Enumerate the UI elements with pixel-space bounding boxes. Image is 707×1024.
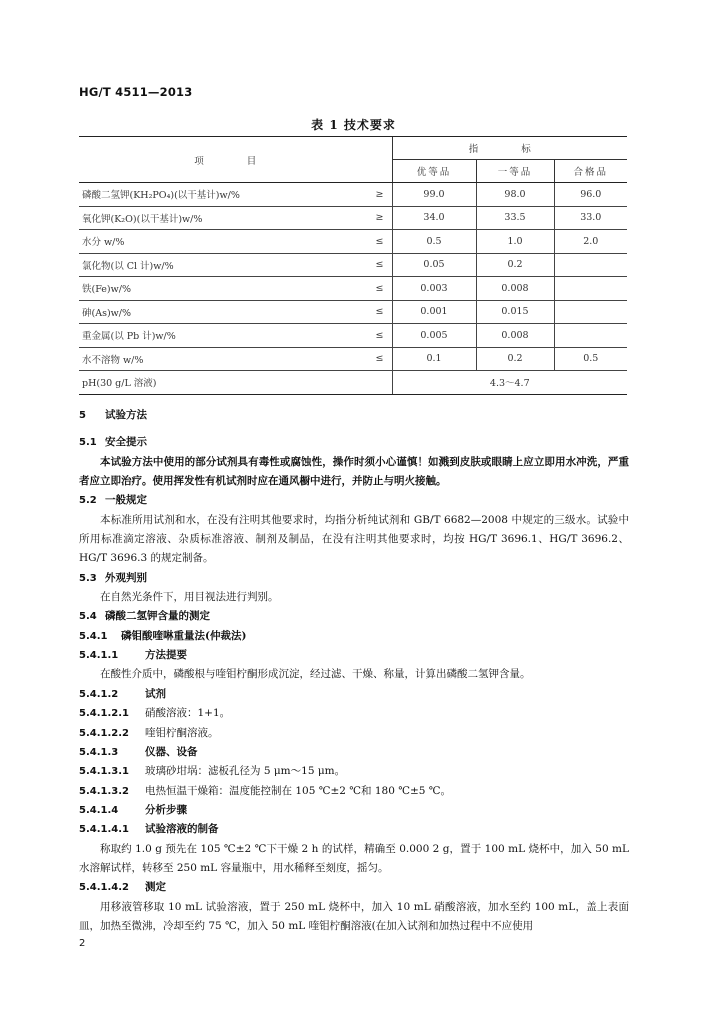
cell-value: 2.0 bbox=[554, 230, 627, 254]
section-heading bbox=[79, 878, 629, 897]
cell-value bbox=[554, 300, 627, 324]
section-heading bbox=[79, 743, 629, 762]
cell-value: 4.3～4.7 bbox=[392, 371, 627, 395]
table-row bbox=[79, 277, 627, 301]
section-number: 5.1 bbox=[79, 437, 97, 449]
item-text: 硝酸溶液：1+1。 bbox=[145, 707, 231, 720]
section-number: 5.4 bbox=[79, 611, 97, 623]
section-number: 5.4.1.2 bbox=[79, 688, 119, 700]
cell-value bbox=[554, 253, 627, 277]
section-number: 5.3 bbox=[79, 572, 97, 584]
table-row bbox=[79, 371, 627, 395]
section-number: 5.4.1.2.2 bbox=[79, 727, 129, 739]
section-title: 一般规定 bbox=[105, 494, 147, 507]
grade-header: 合格品 bbox=[554, 160, 627, 183]
section-heading bbox=[79, 685, 629, 704]
cell-value: 0.008 bbox=[476, 324, 554, 348]
row-operator: ≥ bbox=[365, 206, 392, 230]
section-title: 试验方法 bbox=[105, 409, 147, 421]
table-row bbox=[79, 183, 627, 207]
section-number: 5.4.1.3.2 bbox=[79, 785, 129, 797]
section-number: 5.4.1.1 bbox=[79, 650, 119, 662]
section-number: 5.4.1.2.1 bbox=[79, 708, 129, 720]
cell-value: 33.0 bbox=[554, 206, 627, 230]
section-heading bbox=[79, 569, 629, 588]
section-title: 测定 bbox=[145, 881, 166, 894]
cell-value: 0.008 bbox=[476, 277, 554, 301]
cell-value: 0.001 bbox=[392, 300, 476, 324]
section-heading bbox=[79, 820, 629, 839]
paragraph: 在酸性介质中，磷酸根与喹钼柠酮形成沉淀，经过滤、干燥、称量，计算出磷酸二氢钾含量。 bbox=[100, 668, 531, 681]
table-row bbox=[79, 324, 627, 348]
section-title: 安全提示 bbox=[105, 436, 147, 449]
cell-value: 0.05 bbox=[392, 253, 476, 277]
section-heading bbox=[79, 627, 629, 646]
row-name: 水不溶物 w/% bbox=[79, 347, 365, 371]
row-operator: ≤ bbox=[365, 277, 392, 301]
row-operator: ≤ bbox=[365, 347, 392, 371]
page-number: 2 bbox=[79, 938, 86, 949]
row-name: 磷酸二氢钾(KH₂PO₄)(以干基计)w/% bbox=[79, 183, 365, 207]
row-name: 水分 w/% bbox=[79, 230, 365, 254]
table-row bbox=[79, 300, 627, 324]
row-operator: ≤ bbox=[365, 324, 392, 348]
item-text: 电热恒温干燥箱：温度能控制在 105 ℃±2 ℃和 180 ℃±5 ℃。 bbox=[145, 784, 452, 797]
cell-value: 34.0 bbox=[392, 206, 476, 230]
column-header-item: 项 目 bbox=[79, 137, 392, 183]
row-operator: ≤ bbox=[365, 230, 392, 254]
section-number: 5.4.1.4.2 bbox=[79, 882, 129, 894]
cell-value: 0.5 bbox=[392, 230, 476, 254]
row-name: pH(30 g/L 溶液) bbox=[79, 371, 392, 395]
row-name: 铁(Fe)w/% bbox=[79, 277, 365, 301]
section-number: 5 bbox=[79, 410, 86, 421]
item-text: 玻璃砂坩埚：滤板孔径为 5 μm～15 μm。 bbox=[145, 765, 346, 778]
cell-value: 33.5 bbox=[476, 206, 554, 230]
section-number: 5.4.1.4 bbox=[79, 804, 119, 816]
table-row bbox=[79, 206, 627, 230]
row-operator: ≤ bbox=[365, 300, 392, 324]
table-row bbox=[79, 347, 627, 371]
cell-value: 0.015 bbox=[476, 300, 554, 324]
cell-value bbox=[554, 324, 627, 348]
section-title: 外观判别 bbox=[105, 571, 147, 584]
section-title: 分析步骤 bbox=[145, 803, 187, 816]
cell-value: 96.0 bbox=[554, 183, 627, 207]
paragraph: 本标准所用试剂和水，在没有注明其他要求时，均指分析纯试剂和 GB/T 6682—2008 中规定的三级水。试验中所用标准滴定溶液、杂质标准溶液、制剂及制品，在没有注明其他要求时，均按 HG/T 3696.1、HG/T 3696.2、HG/T 3696.3 的规定制备。 bbox=[79, 513, 629, 565]
paragraph: 在自然光条件下，用目视法进行判别。 bbox=[100, 591, 279, 604]
paragraph: 用移液管移取 10 mL 试验溶液，置于 250 mL 烧杯中，加入 10 mL 硝酸溶液，加水至约 100 mL，盖上表面皿，加热至微沸，冷却至约 75 ℃，加入 50 mL 喹钼柠酮溶液(在加入试剂和加热过程中不应使用 bbox=[79, 900, 629, 932]
section-heading bbox=[79, 433, 629, 452]
section-number: 5.4.1 bbox=[79, 630, 108, 642]
section-heading bbox=[79, 646, 629, 665]
section-heading bbox=[79, 801, 629, 820]
cell-value: 0.5 bbox=[554, 347, 627, 371]
section-heading bbox=[79, 406, 629, 425]
list-item bbox=[79, 782, 629, 801]
table-caption: 表 1 技术要求 bbox=[311, 118, 396, 132]
section-title: 试剂 bbox=[145, 687, 166, 700]
document-body bbox=[79, 398, 629, 936]
section-number: 5.4.1.3.1 bbox=[79, 766, 129, 778]
cell-value: 98.0 bbox=[476, 183, 554, 207]
column-header-index: 指 标 bbox=[392, 137, 627, 160]
cell-value: 1.0 bbox=[476, 230, 554, 254]
list-item bbox=[79, 724, 629, 743]
row-name: 砷(As)w/% bbox=[79, 300, 365, 324]
cell-value: 0.003 bbox=[392, 277, 476, 301]
grade-header: 一等品 bbox=[476, 160, 554, 183]
table-row bbox=[79, 253, 627, 277]
item-text: 喹钼柠酮溶液。 bbox=[145, 726, 219, 739]
section-title: 方法提要 bbox=[145, 649, 187, 662]
row-operator: ≤ bbox=[365, 253, 392, 277]
section-title: 磷钼酸喹啉重量法(仲裁法) bbox=[121, 629, 247, 642]
cell-value: 0.005 bbox=[392, 324, 476, 348]
cell-value: 0.2 bbox=[476, 347, 554, 371]
grade-header: 优等品 bbox=[392, 160, 476, 183]
paragraph: 本试验方法中使用的部分试剂具有毒性或腐蚀性，操作时须小心谨慎！如溅到皮肤或眼睛上应立即用水冲洗，严重者应立即治疗。使用挥发性有机试剂时应在通风橱中进行，并防止与明火接触。 bbox=[79, 455, 629, 488]
row-operator: ≥ bbox=[365, 183, 392, 207]
row-name: 氧化钾(K₂O)(以干基计)w/% bbox=[79, 206, 365, 230]
row-name: 氯化物(以 Cl 计)w/% bbox=[79, 253, 365, 277]
section-heading bbox=[79, 491, 629, 510]
cell-value bbox=[554, 277, 627, 301]
table-row bbox=[79, 230, 627, 254]
section-number: 5.2 bbox=[79, 495, 97, 507]
list-item bbox=[79, 762, 629, 781]
row-name: 重金属(以 Pb 计)w/% bbox=[79, 324, 365, 348]
section-title: 试验溶液的制备 bbox=[145, 823, 219, 836]
technical-requirements-table bbox=[79, 136, 627, 395]
cell-value: 99.0 bbox=[392, 183, 476, 207]
cell-value: 0.2 bbox=[476, 253, 554, 277]
standard-code: HG/T 4511—2013 bbox=[79, 85, 193, 99]
section-title: 仪器、设备 bbox=[145, 745, 198, 758]
paragraph: 称取约 1.0 g 预先在 105 ℃±2 ℃下干燥 2 h 的试样，精确至 0.000 2 g，置于 100 mL 烧杯中，加入 50 mL 水溶解试样，转移至 250 mL 容量瓶中，用水稀释至刻度，摇匀。 bbox=[79, 842, 629, 874]
section-number: 5.4.1.3 bbox=[79, 746, 119, 758]
list-item bbox=[79, 704, 629, 723]
section-title: 磷酸二氢钾含量的测定 bbox=[105, 610, 210, 623]
section-heading bbox=[79, 607, 629, 626]
section-number: 5.4.1.4.1 bbox=[79, 824, 129, 836]
cell-value: 0.1 bbox=[392, 347, 476, 371]
